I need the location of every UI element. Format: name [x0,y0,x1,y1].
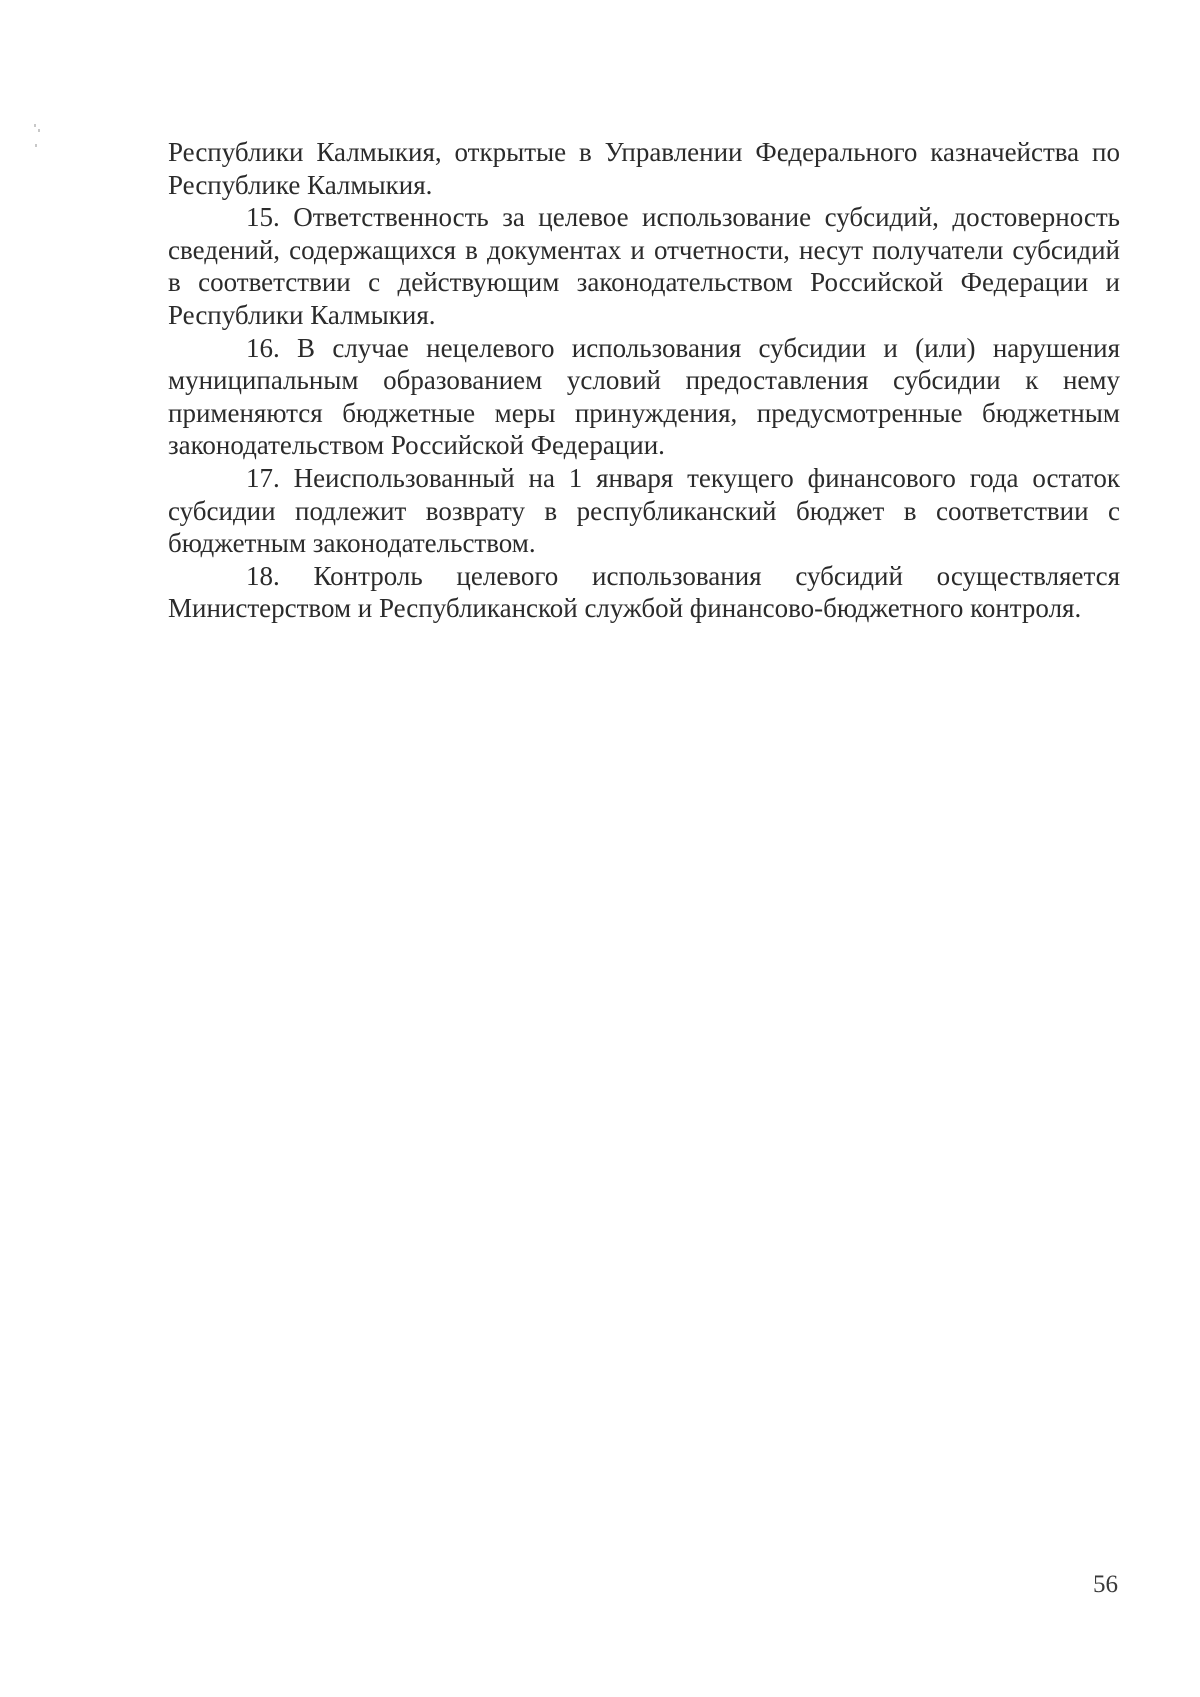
paragraph-17: 17. Неиспользованный на 1 января текущего финансового года остаток субсидии подлежит возврату в республиканский бюджет в соответствии с бюджетным законодательством. [168,462,1120,559]
document-body [168,136,1120,625]
page-number: 56 [1093,1571,1118,1598]
scan-artifact [30,120,50,170]
paragraph-15: 15. Ответственность за целевое использование субсидий, достоверность сведений, содержащихся в документах и отчетности, несут получатели субсидий в соответствии с действующим законодательством Российской Федерации и Республики Калмыкия. [168,202,1120,330]
paragraph-18: 18. Контроль целевого использования субсидий осуществляется Министерством и Республиканской службой финансово-бюджетного контроля. [168,560,1120,624]
paragraph-continuation: Республики Калмыкия, открытые в Управлении Федерального казначейства по Республике Калмыкия. [168,137,1120,200]
paragraph-16: 16. В случае нецелевого использования субсидии и (или) нарушения муниципальным образованием условий предоставления субсидии к нему применяются бюджетные меры принуждения, предусмотренные бюджетным законодательством Российской Федерации. [168,332,1120,461]
